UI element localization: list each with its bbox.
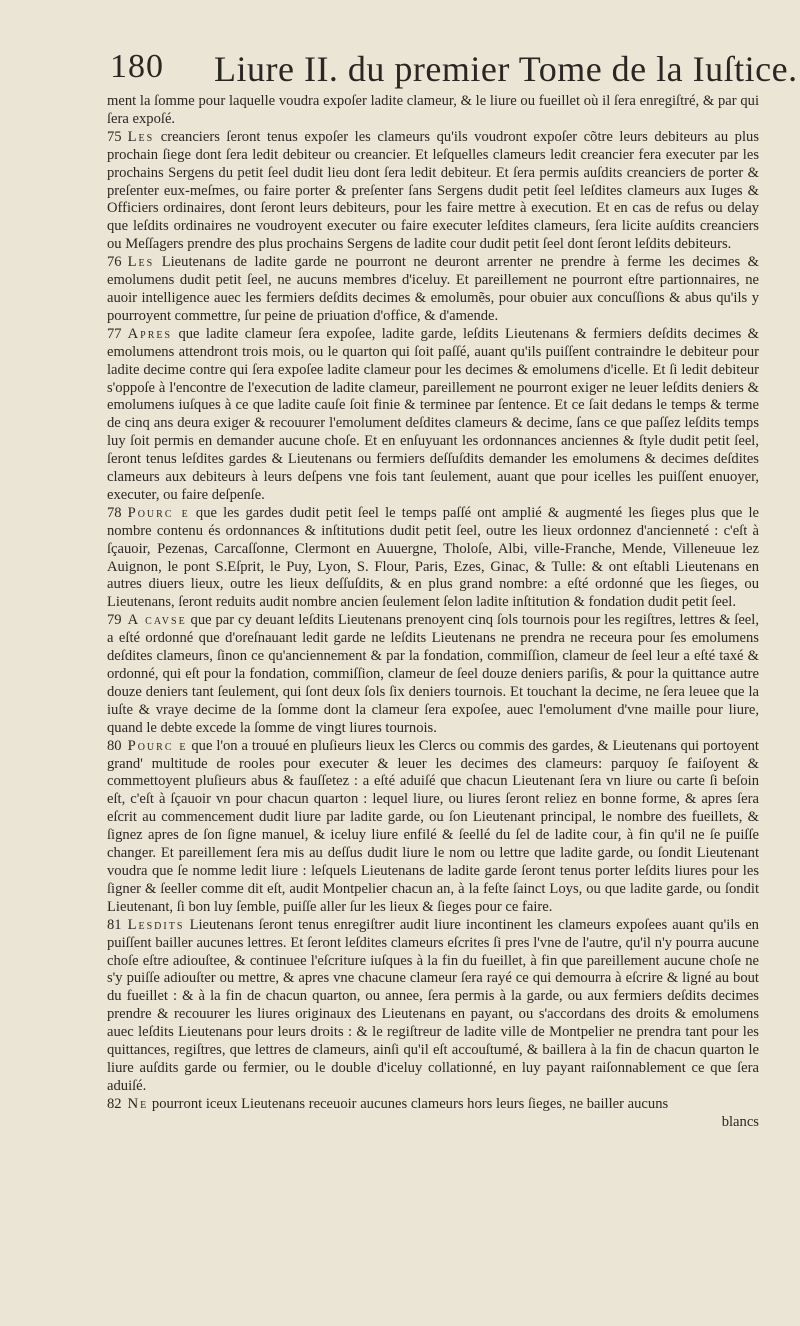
paragraph-number: 78 [107,504,122,521]
paragraph-number: 79 [107,612,122,629]
paragraph-lead: A cavse [127,612,187,629]
page-header [0,46,800,96]
paragraph-text: que l'on a trouué en pluſieurs lieux les Clercs ou commis des gardes, & Lieutenans qui portoyent grand' multitude de rooles pour executer & leuer les decimes des clameurs: parquoy ſe faiſoyent & commettoyent pluſieurs abus & fauſſetez : a eſté aduiſé que chacun Lieutenant ſera vn liure ou carte ſi beſoin eſt, c'eſt à ſçauoir vn pour chacun quarton : lequel liure, ou liures ſeront reliez en bonne forme, & apres ſera eſcrit au commencement dudit liure par ladite garde, ou ſon Lieutenant principal, le nombre des fueillets, & ſignez apres de ſon ſigne manuel, & iceluy liure enfilé & ſeellé du ſel de ladite cour, à fin qu'il ne ſe puiſſe changer. Et pareillement ſera mis au deſſus dudit liure le nom ou lettre que ladite garde, ou ſondit Lieutenant voudra que ſe nomme ledit liure : leſquels Lieutenans de ladite garde ſeront tenus porter leſdits liures pour les ſigner & ſeeller comme dit eſt, audit Montpelier chacun an, à la feſte ſainct Loys, ou que ladite garde, ou ſondit Lieutenant, ſi bon luy ſemble, puiſſe aller ſur les lieux & ſieges pour ce faire. [107,737,759,915]
paragraph-number: 76 [107,254,122,271]
paragraph-lead: Pourc e [127,504,190,521]
paragraph-77 [107,326,759,505]
paragraph-81 [107,917,759,1096]
paragraph-text: que ladite clameur ſera expoſee, ladite garde, leſdits Lieutenans & fermiers deſdits decimes & emolumens attendront trois mois, ou le quarton qui ſoit paſſé, auant qu'ils puiſſent contraindre le debiteur pour ladite decime contre qui ſera expoſee ladite clameur pour les decimes & emolumens d'icelle. Et ſi ledit debiteur s'oppoſe à l'encontre de l'execution de ladite clameur, pareillement ne pourront exiger ne leuer leſdits deniers & emolumens iuſques à ce que ladite cauſe ſoit finie & terminee par ſentence. Et ce ſait dedans le temps & terme de cinq ans deura exiger & recouurer l'emolument deſdites clameurs & decime, ſans ce que paſſez leſdits temps luy ſoit permis en demander aucune choſe. Et en enſuyuant les ordonnances anciennes & ſtyle dudit petit ſeel, ſeront tenus leſdites gardes & Lieutenans ou fermiers deſſuſdits demander les emolumens & decimes deſdites clameurs aux debiteurs à leurs deſpens vne fois tant ſeulement, auant que pour icelles les puiſſent enuoyer, executer, ou faire deſpenſe. [107,325,759,503]
paragraph-continued [107,93,759,129]
paragraph-number: 80 [107,737,122,754]
paragraph-lead: Pourc e [127,737,188,754]
paragraph-text: pourront iceux Lieutenans receuoir aucunes clameurs hors leurs ſieges, ne bailler aucuns [151,1095,669,1112]
paragraph-lead: Les [127,254,155,271]
catchword: blancs [721,1113,759,1130]
paragraph-82 [107,1096,759,1114]
paragraph-text: que les gardes dudit petit ſeel le temps paſſé ont amplié & augmenté les ſieges plus que le nombre contenu és ordonnances & inſtitutions dudit petit ſeel, outre les lieux ordonnez d'ancienneté : c'eſt à ſçauoir, Pezenas, Carcaſſonne, Clermont en Auuergne, Tholoſe, Albi, ville-Franche, Mende, Villeneuue lez Auignon, le pont S.Eſprit, le Puy, Lyon, S. Flour, Paris, Ezes, Ginac, & Tulle: & ont eſtabli Lieutenans en autres diuers lieux, outre les lieux deſſuſdits, & en plus grand nombre: a eſté ordonné que les ſieges, ou Lieutenans, ſeront reduits audit nombre ancien ſeulement ſelon ladite inſtitution & fondation dudit petit ſeel. [107,504,759,611]
body-text [107,93,759,1132]
paragraph-number: 77 [107,325,122,342]
paragraph-text: Lieutenans ſeront tenus enregiſtrer audit liure incontinent les clameurs expoſees auant qu'ils en puiſſent bailler aucunes lettres. Et ſeront leſdites clameurs eſcrites ſi pres l'vne de l'autre, qu'il n'y pourra aucune choſe eſtre adiouſtee, & continuee l'eſcriture iuſques à la fin du fueillet, à fin que pareillement aucune choſe ne s'y puiſſe adiouſter ou mettre, & apres vne chacune clameur ſera rayé ce qui demourra à eſcrire & ligné au bout du fueillet : & à la fin de chacun quarton, ou annee, ſera permis à la garde, ou aux fermiers deſdits decimes prendre & recouurer les liures originaux des Lieutenans en payant, ou s'accordans des droits & emolumens auec leſdits Lieutenans pour leurs droits : & le regiſtreur de ladite ville de Montpelier ne prendra tant pour les quittances, regiſtres, que lettres de clameurs, ainſi qu'il eſt accouſtumé, & baillera à la fin de chacun quarton le liure auſdits garde ou fermier, ou le double d'iceluy collationné, en luy payant raiſonnablement ce que ſera aduiſé. [107,916,759,1094]
paragraph-number: 75 [107,128,122,145]
page-number: 180 [110,48,164,85]
paragraph-text: creanciers ſeront tenus expoſer les clameurs qu'ils voudront expoſer cõtre leurs debiteurs au plus prochain ſiege dont ſera ledit debiteur ou creancier. Et leſquelles clameurs ledit creancier fera executer par les prochains Sergens du petit ſeel dudit lieu dont ſera ledit debiteur. Et ſera permis auſdits creanciers de porter & preſenter eux-meſmes, ou faire porter & preſenter ſans Sergens dudit petit ſeel leſdites clameurs aux Iuges & Officiers ordinaires, dont ſeront leurs debiteurs, pour les faire mettre à execution. Et en cas de refus ou delay que leſdits ordinaires ne voudroyent executer ou faire executer leſdites clameurs, ſera licite auſdits creanciers ou Meſſagers prendre des plus prochains Sergens de ladite cour dudit petit ſeel dont ſeront leſdits debiteurs. [107,128,759,253]
paragraph-75 [107,129,759,254]
paragraph-lead: Les [127,128,155,145]
paragraph-number: 82 [107,1095,122,1112]
paragraph-lead: Ne [127,1095,149,1112]
paragraph-text: que par cy deuant leſdits Lieutenans prenoyent cinq ſols tournois pour les regiſtres, lettres & ſeel, a eſté ordonné que d'oreſnauant ledit garde ne leſdits Lieutenans ne prendra ne receura pour ſes emolumens deſdites clameurs, ſinon ce qu'anciennement & par la fondation, commiſſion, clameur de ſeel leur a eſté taxé & ordonné, qui eſt pour la fondation, commiſſion, clameur de ſeel douze deniers pariſis, & pour la quittance autre douze deniers tant ſeulement, qui ſont deux ſols ſix deniers tournois. Et touchant la decime, ne ſera leuee que la iuſte & vraye decime de la ſomme dont la clameur ſera expoſee, auec l'emolument d'vne maille pour liure, quand le debte excede la ſomme de vingt liures tournois. [107,612,759,736]
running-title: Liure II. du premier Tome de la Iuſtice. [214,49,798,89]
paragraph-76 [107,254,759,326]
paragraph-lead: Apres [127,325,173,342]
paragraph-text: Lieutenans de ladite garde ne pourront ne deuront arrenter ne prendre à ferme les decimes & emolumens dudit petit ſeel, ne aucuns membres d'iceluy. Et pareillement ne pourront eſtre partionnaires, ne auoir intelligence auec les fermiers deſdits decimes & emolumẽs, pour obuier aux concuſſions & abus qu'ils y pourroyent commettre, ſur peine de priuation d'office, & d'amende. [107,254,759,324]
paragraph-80 [107,738,759,917]
paragraph-number: 81 [107,916,122,933]
paragraph-78 [107,505,759,612]
paragraph-lead: Lesdits [127,916,185,933]
paragraph-79 [107,612,759,737]
paragraph-text: ment la ſomme pour laquelle voudra expoſer ladite clameur, & le liure ou fueillet où il ſera enregiſtré, & par qui ſera expoſé. [107,93,759,127]
catchword-line [107,1114,759,1132]
